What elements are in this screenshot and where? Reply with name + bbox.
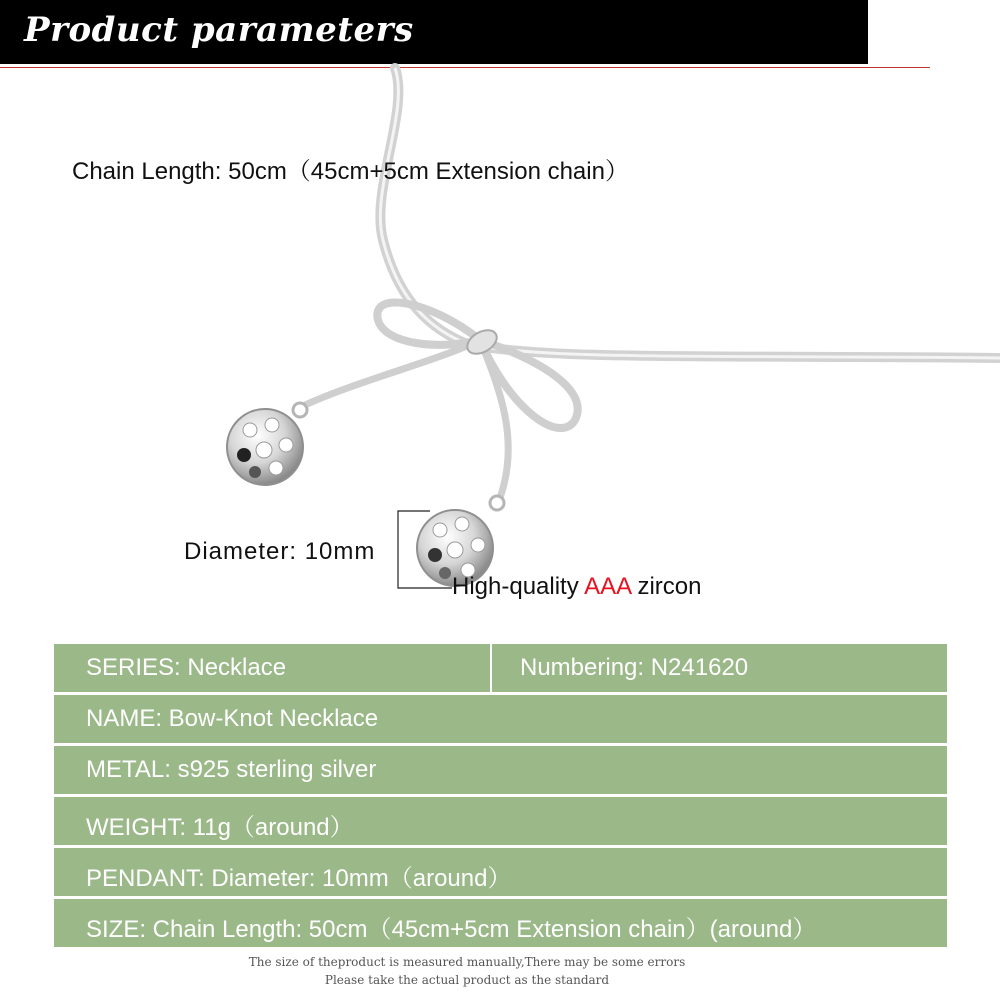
chain-length-callout: Chain Length: 50cm（45cm+5cm Extension chain）	[72, 158, 629, 185]
footnote-line-2: Please take the actual product as the standard	[324, 973, 610, 987]
page-title: Product parameters	[24, 10, 414, 50]
bow-tail-left	[305, 340, 480, 405]
footnote-line-1: The size of theproduct is measured manually,There may be some errors	[248, 955, 686, 969]
spec-row-metal	[54, 746, 947, 794]
spec-name: NAME: Bow-Knot Necklace	[86, 705, 379, 732]
zircon-prefix: High-quality	[452, 573, 585, 600]
spec-weight: WEIGHT: 11g（around）	[86, 814, 354, 841]
spec-size: SIZE: Chain Length: 50cm（45cm+5cm Extension chain）(around）	[86, 916, 817, 943]
zircon-callout	[452, 573, 701, 601]
zircon-suffix: zircon	[630, 573, 702, 600]
spec-series: SERIES: Necklace	[86, 654, 287, 681]
spec-row-series	[54, 644, 947, 692]
spec-row-name	[54, 695, 947, 743]
spec-divider	[490, 644, 492, 692]
spec-row-pendant	[54, 848, 947, 896]
necklace-chain	[380, 68, 1000, 358]
spec-row-size	[54, 899, 947, 947]
spec-pendant: PENDANT: Diameter: 10mm（around）	[86, 865, 512, 892]
spec-row-weight	[54, 797, 947, 845]
diameter-callout: Diameter: 10mm	[184, 538, 376, 565]
zircon-grade: AAA	[584, 573, 631, 600]
spec-metal: METAL: s925 sterling silver	[86, 756, 377, 783]
spec-numbering: Numbering: N241620	[520, 654, 749, 681]
pendant-ball-left	[227, 409, 303, 485]
